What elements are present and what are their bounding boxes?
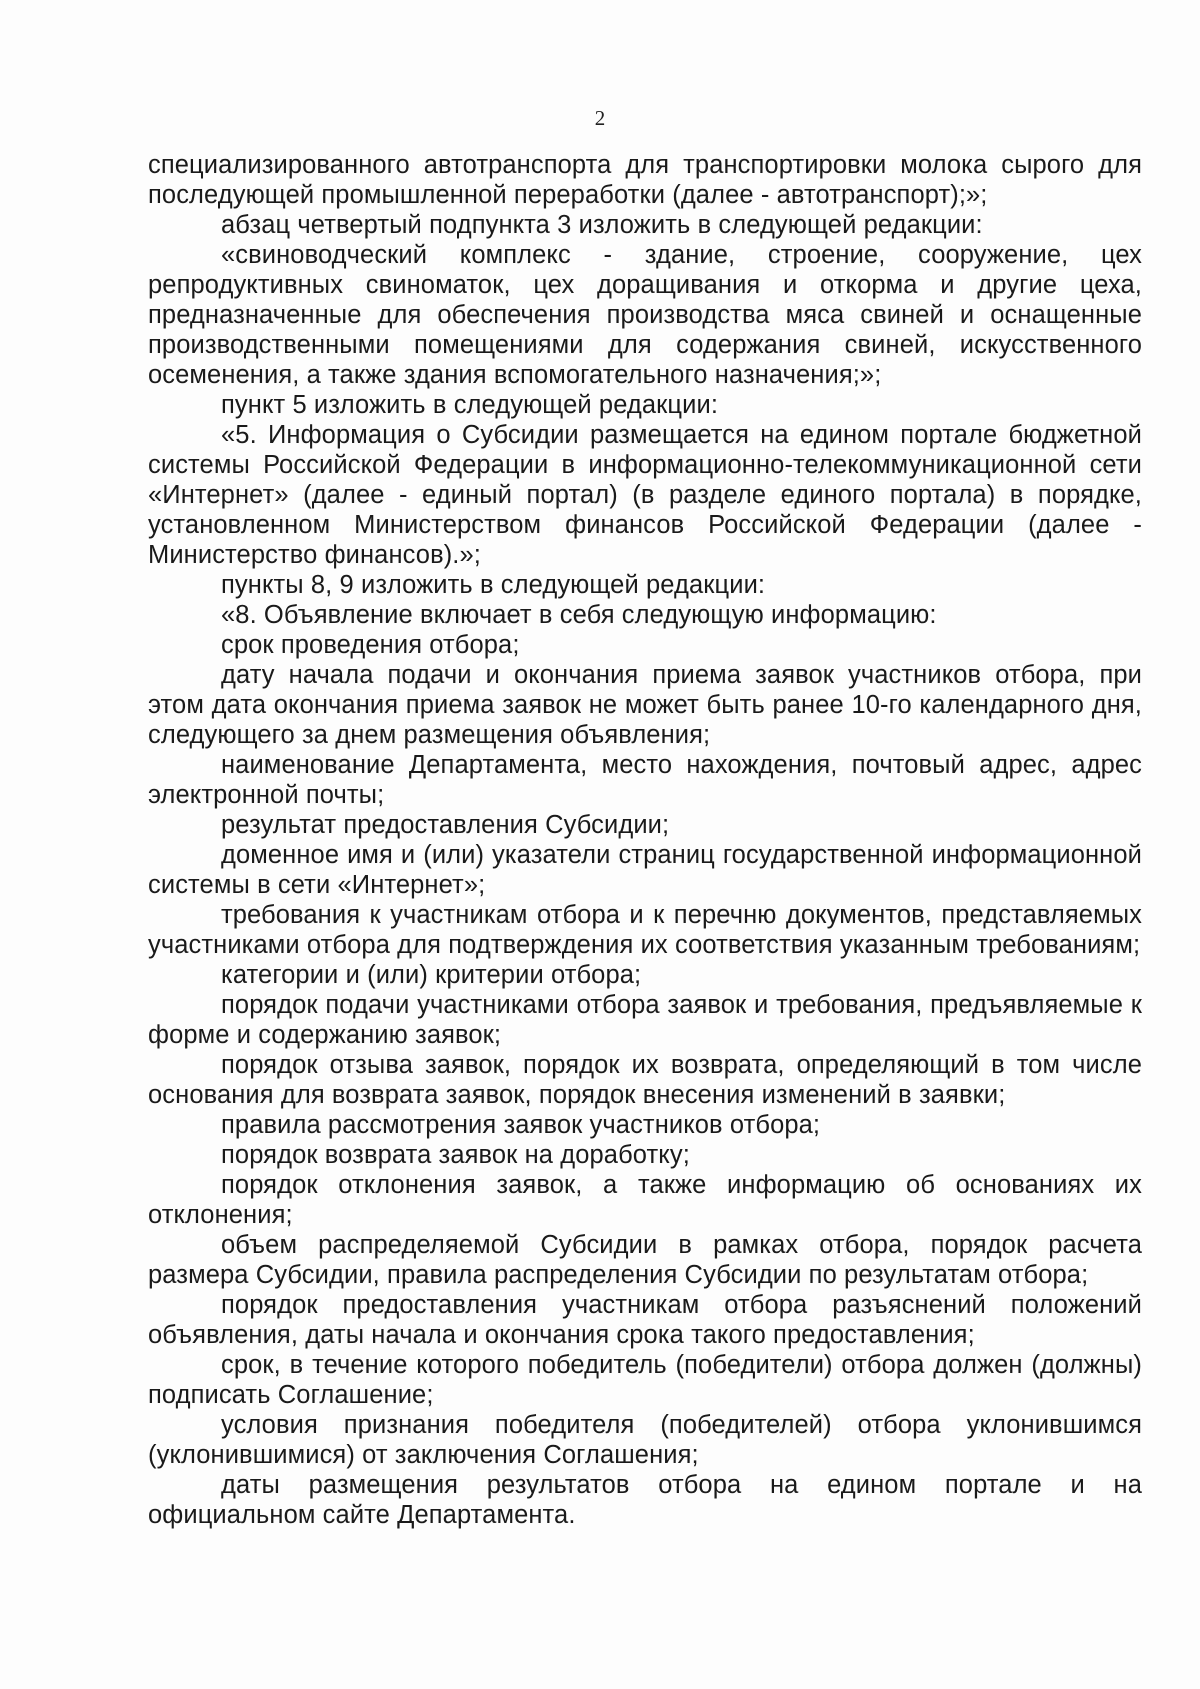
paragraph: пункт 5 изложить в следующей редакции:: [221, 391, 719, 419]
paragraph: порядок отзыва заявок, порядок их возврата, определяющий в том числе основания для возврата заявок, порядок внесения изменений в заявки;: [148, 1051, 1142, 1109]
paragraph: условия признания победителя (победителей) отбора уклонившимся (уклонившимися) от заключения Соглашения;: [148, 1411, 1142, 1469]
paragraph: порядок возврата заявок на доработку;: [221, 1141, 690, 1169]
paragraph: «8. Объявление включает в себя следующую информацию:: [221, 601, 937, 629]
paragraph: доменное имя и (или) указатели страниц государственной информационной системы в сети «Интернет»;: [148, 841, 1142, 899]
paragraph: порядок предоставления участникам отбора разъяснений положений объявления, даты начала и окончания срока такого предоставления;: [148, 1291, 1142, 1349]
paragraph: специализированного автотранспорта для транспортировки молока сырого для последующей промышленной переработки (далее - автотранспорт);»;: [148, 151, 1142, 209]
paragraph: «5. Информация о Субсидии размещается на едином портале бюджетной системы Российской Федерации в информационно-телекоммуникационной сети «Интернет» (далее - единый портал) (в разделе единого портала) в порядке, установленном Министерством финансов Российской Федерации (далее - Министерство финансов).»;: [148, 421, 1142, 569]
paragraph: наименование Департамента, место нахождения, почтовый адрес, адрес электронной почты;: [148, 751, 1142, 809]
paragraph: даты размещения результатов отбора на едином портале и на официальном сайте Департамента.: [148, 1471, 1142, 1529]
paragraph: «свиноводческий комплекс - здание, строение, сооружение, цех репродуктивных свиноматок, цех доращивания и откорма и другие цеха, предназначенные для обеспечения производства мяса свиней и оснащенные производственными помещениями для содержания свиней, искусственного осеменения, а также здания вспомогательного назначения;»;: [148, 241, 1142, 389]
paragraph: порядок отклонения заявок, а также информацию об основаниях их отклонения;: [148, 1171, 1142, 1229]
paragraph: срок, в течение которого победитель (победители) отбора должен (должны) подписать Соглашение;: [148, 1351, 1142, 1409]
paragraph: пункты 8, 9 изложить в следующей редакции:: [221, 571, 766, 599]
paragraph: абзац четвертый подпункта 3 изложить в следующей редакции:: [221, 211, 983, 239]
paragraph: порядок подачи участниками отбора заявок и требования, предъявляемые к форме и содержанию заявок;: [148, 991, 1142, 1049]
paragraph: результат предоставления Субсидии;: [221, 811, 670, 839]
paragraph: категории и (или) критерии отбора;: [221, 961, 642, 989]
paragraph: дату начала подачи и окончания приема заявок участников отбора, при этом дата окончания приема заявок не может быть ранее 10-го календарного дня, следующего за днем размещения объявления;: [148, 661, 1142, 749]
paragraph: требования к участникам отбора и к перечню документов, представляемых участниками отбора для подтверждения их соответствия указанным требованиям;: [148, 901, 1142, 959]
page-number: 2: [594, 106, 606, 130]
paragraph: срок проведения отбора;: [221, 631, 520, 659]
document-body: [148, 150, 1142, 1530]
paragraph: объем распределяемой Субсидии в рамках отбора, порядок расчета размера Субсидии, правила распределения Субсидии по результатам отбора;: [148, 1231, 1142, 1289]
paragraph: правила рассмотрения заявок участников отбора;: [221, 1111, 821, 1139]
